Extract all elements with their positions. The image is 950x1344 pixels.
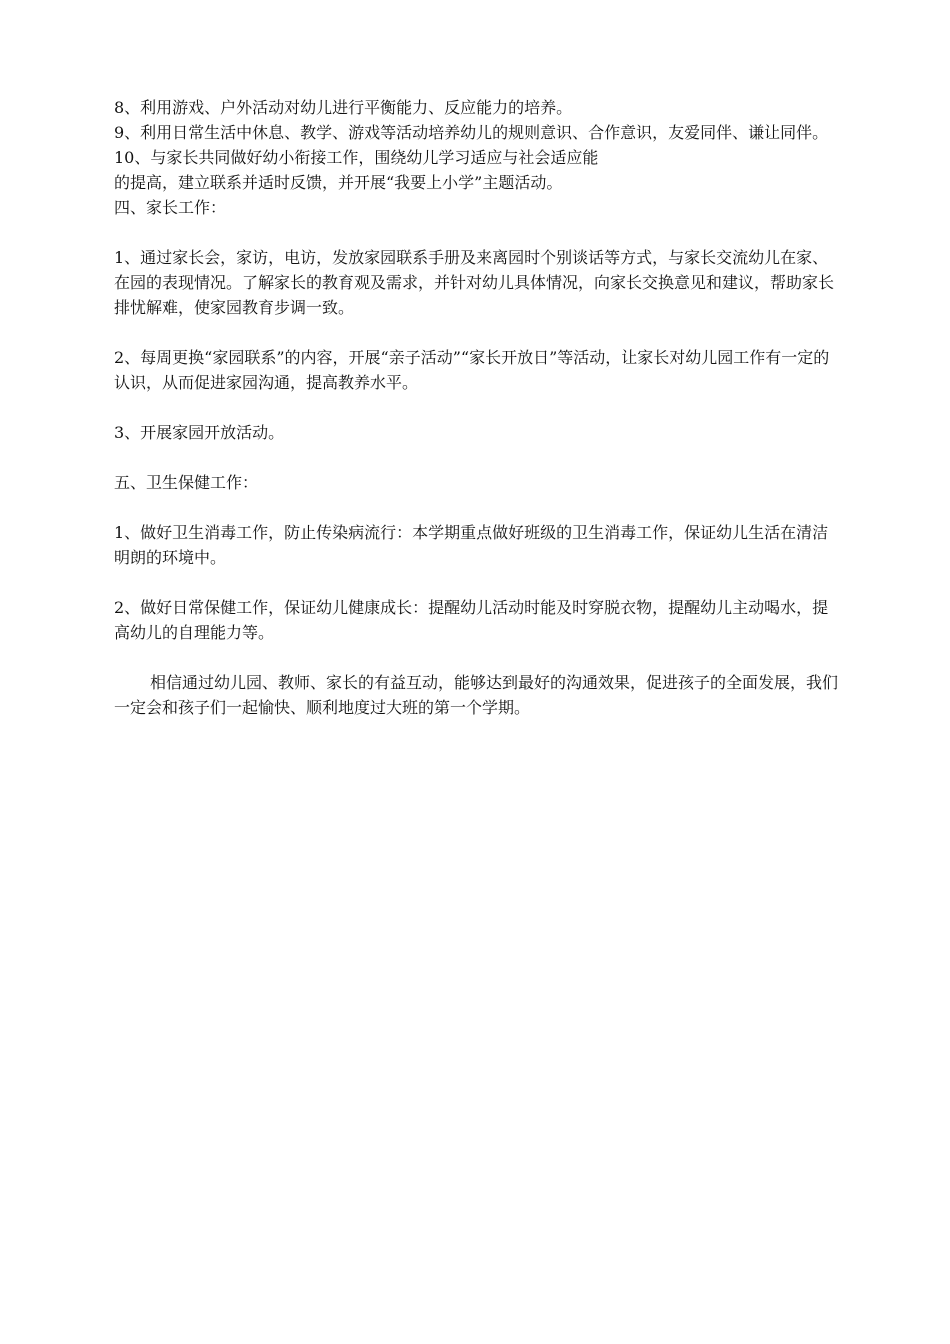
paragraph-spacer — [114, 495, 840, 520]
section-title-parent-work: 四、家长工作： — [114, 198, 227, 217]
document-body — [114, 95, 840, 720]
list-item-10: 10、与家长共同做好幼小衔接工作，围绕幼儿学习适应与社会适应能 — [114, 148, 599, 167]
paragraph-spacer — [114, 320, 840, 345]
parent-work-item-2: 2、每周更换“家园联系”的内容，开展“亲子活动”“家长开放日”等活动，让家长对幼儿园工作有一定的认识，从而促进家园沟通，提高教养水平。 — [114, 348, 830, 392]
health-care-item-2: 2、做好日常保健工作，保证幼儿健康成长：提醒幼儿活动时能及时穿脱衣物，提醒幼儿主动喝水，提高幼儿的自理能力等。 — [114, 598, 829, 642]
list-item-10-continued: 的提高，建立联系并适时反馈，并开展“我要上小学”主题活动。 — [114, 173, 563, 192]
paragraph-spacer — [114, 645, 840, 670]
paragraph-spacer — [114, 445, 840, 470]
parent-work-item-3: 3、开展家园开放活动。 — [114, 423, 285, 442]
paragraph-spacer — [114, 220, 840, 245]
closing-paragraph: 相信通过幼儿园、教师、家长的有益互动，能够达到最好的沟通效果，促进孩子的全面发展，我们一定会和孩子们一起愉快、顺利地度过大班的第一个学期。 — [114, 673, 839, 717]
health-care-item-1: 1、做好卫生消毒工作，防止传染病流行：本学期重点做好班级的卫生消毒工作，保证幼儿生活在清洁明朗的环境中。 — [114, 523, 829, 567]
list-item-9: 9、利用日常生活中休息、教学、游戏等活动培养幼儿的规则意识、合作意识，友爱同伴、谦让同伴。 — [114, 123, 829, 142]
list-item-8: 8、利用游戏、户外活动对幼儿进行平衡能力、反应能力的培养。 — [114, 98, 573, 117]
paragraph-spacer — [114, 395, 840, 420]
paragraph-spacer — [114, 570, 840, 595]
parent-work-item-1: 1、通过家长会，家访，电访，发放家园联系手册及来离园时个别谈话等方式，与家长交流幼儿在家、在园的表现情况。了解家长的教育观及需求，并针对幼儿具体情况，向家长交换意见和建议，帮助家长排忧解难，使家园教育步调一致。 — [114, 248, 835, 317]
section-title-health-care: 五、卫生保健工作： — [114, 473, 259, 492]
